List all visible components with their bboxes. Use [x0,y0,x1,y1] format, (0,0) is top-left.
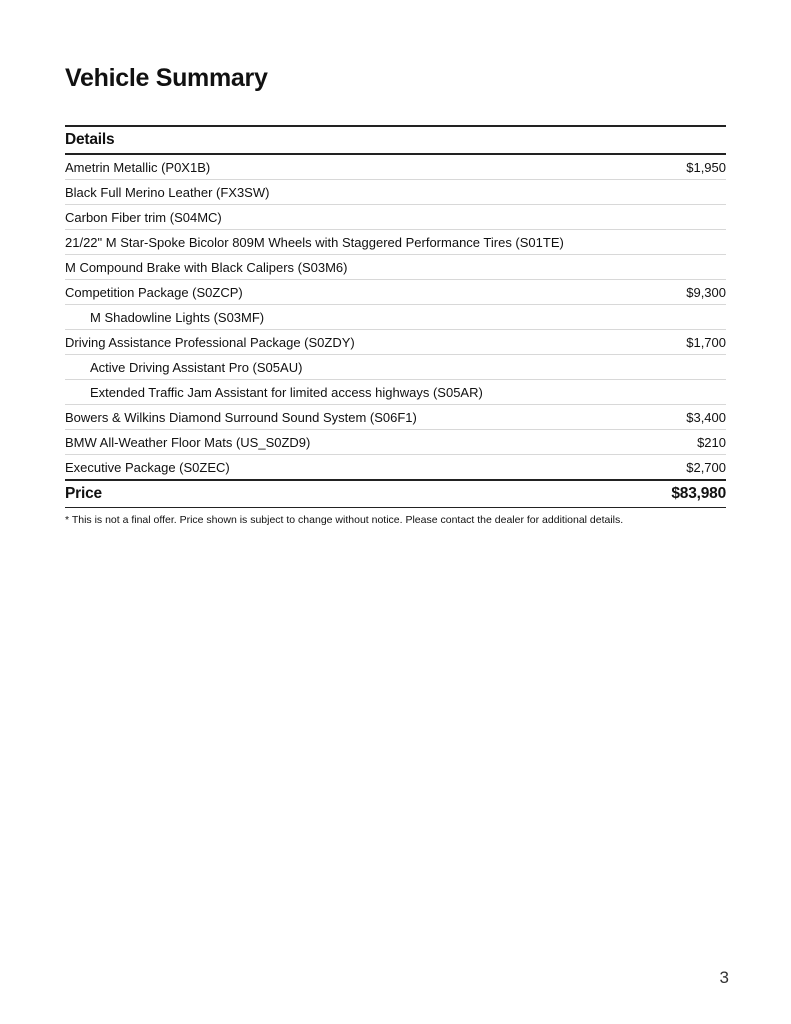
line-item [65,455,726,479]
line-item-name: Competition Package (S0ZCP) [65,284,243,300]
line-item-name: Ametrin Metallic (P0X1B) [65,159,211,175]
vehicle-summary-table [65,125,726,527]
line-item-price: $1,700 [686,334,726,350]
page-number: 3 [719,968,729,987]
line-item-name: Driving Assistance Professional Package (S0ZDY) [65,334,355,350]
line-item-price: $9,300 [686,284,726,300]
disclaimer-note: * This is not a final offer. Price shown is subject to change without notice. Please contact the dealer for additional details. [65,514,624,526]
line-item-price: $2,700 [686,459,726,475]
line-item-name: Extended Traffic Jam Assistant for limited access highways (S05AR) [90,384,483,400]
line-item [65,255,726,280]
line-item-name: Executive Package (S0ZEC) [65,459,230,475]
line-item-price: $1,950 [686,159,726,175]
line-item [65,330,726,355]
line-item [65,430,726,455]
line-item [65,180,726,205]
line-item [65,305,726,330]
line-item-name: Active Driving Assistant Pro (S05AU) [90,359,303,375]
line-item-name: Black Full Merino Leather (FX3SW) [65,184,270,200]
line-item [65,280,726,305]
line-item-price: $210 [697,434,726,450]
line-item [65,230,726,255]
line-item [65,380,726,405]
line-item-name: BMW All-Weather Floor Mats (US_S0ZD9) [65,434,311,450]
line-item-name: M Shadowline Lights (S03MF) [90,309,265,325]
line-item-price: $3,400 [686,409,726,425]
line-item [65,405,726,430]
line-item [65,205,726,230]
total-price-row [65,479,726,508]
line-item-name: Carbon Fiber trim (S04MC) [65,209,222,225]
line-items-list [65,155,726,479]
line-item [65,355,726,380]
total-price-label: Price [65,485,102,502]
line-item [65,155,726,180]
details-header [65,125,726,155]
line-item-name: 21/22" M Star-Spoke Bicolor 809M Wheels with Staggered Performance Tires (S01TE) [65,234,564,250]
page-title: Vehicle Summary [65,64,268,92]
details-header-label: Details [65,131,115,148]
line-item-name: Bowers & Wilkins Diamond Surround Sound System (S06F1) [65,409,417,425]
line-item-name: M Compound Brake with Black Calipers (S03M6) [65,259,348,275]
total-price-value: $83,980 [671,485,726,502]
